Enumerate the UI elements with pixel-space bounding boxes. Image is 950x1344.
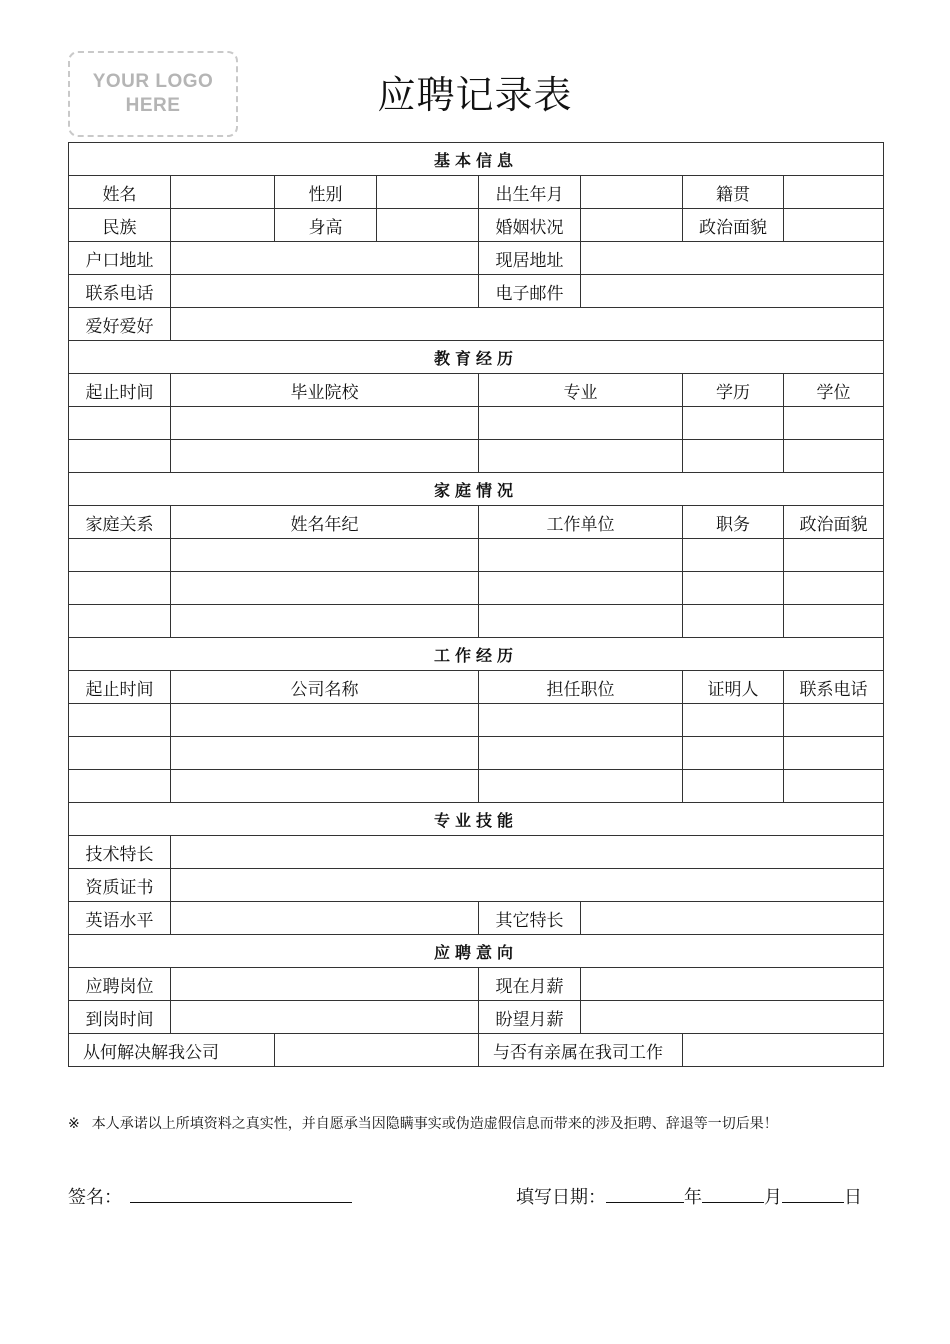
signature-area (68, 1182, 352, 1211)
date-label: 填写日期： (516, 1187, 606, 1208)
family-cell[interactable] (69, 605, 171, 638)
label-origin: 籍贯 (683, 176, 784, 209)
family-cell[interactable] (171, 539, 479, 572)
family-cell[interactable] (479, 539, 683, 572)
field-political[interactable] (784, 209, 884, 242)
label-height: 身高 (275, 209, 377, 242)
field-gender[interactable] (377, 176, 479, 209)
logo-text-line1: YOUR LOGO (92, 71, 214, 92)
label-current-salary: 现在月薪 (479, 968, 581, 1001)
label-source: 从何解决解我公司 (69, 1034, 275, 1067)
family-cell[interactable] (171, 605, 479, 638)
section-intent: 应聘意向 (69, 935, 884, 968)
month-line[interactable] (702, 1182, 764, 1203)
family-row (69, 605, 884, 638)
work-header-phone: 联系电话 (784, 671, 884, 704)
work-cell[interactable] (171, 704, 479, 737)
field-other-skills[interactable] (581, 902, 884, 935)
work-header-position: 担任职位 (479, 671, 683, 704)
work-cell[interactable] (479, 704, 683, 737)
family-cell[interactable] (683, 572, 784, 605)
work-cell[interactable] (683, 770, 784, 803)
signature-label: 签名： (68, 1187, 122, 1208)
page-title: 应聘记录表 (377, 73, 573, 117)
field-marital[interactable] (581, 209, 683, 242)
work-cell[interactable] (69, 737, 171, 770)
section-skills: 专业技能 (69, 803, 884, 836)
edu-header-major: 专业 (479, 374, 683, 407)
year-line[interactable] (606, 1182, 684, 1203)
label-relatives: 与否有亲属在我司工作 (479, 1034, 683, 1067)
label-gender: 性别 (275, 176, 377, 209)
edu-cell[interactable] (69, 407, 171, 440)
family-header-relation: 家庭关系 (69, 506, 171, 539)
field-certificates[interactable] (171, 869, 884, 902)
work-row (69, 704, 884, 737)
note-mark: ※ (68, 1116, 80, 1132)
family-cell[interactable] (171, 572, 479, 605)
declaration-note (68, 1113, 778, 1135)
family-cell[interactable] (69, 572, 171, 605)
field-email[interactable] (581, 275, 884, 308)
field-residence[interactable] (581, 242, 884, 275)
field-phone[interactable] (171, 275, 479, 308)
field-origin[interactable] (784, 176, 884, 209)
label-certificates: 资质证书 (69, 869, 171, 902)
label-other-skills: 其它特长 (479, 902, 581, 935)
field-birth[interactable] (581, 176, 683, 209)
family-header-political: 政治面貌 (784, 506, 884, 539)
label-birth: 出生年月 (479, 176, 581, 209)
edu-cell[interactable] (479, 407, 683, 440)
label-arrival-time: 到岗时间 (69, 1001, 171, 1034)
field-hukou[interactable] (171, 242, 479, 275)
section-work: 工作经历 (69, 638, 884, 671)
application-form-table (68, 142, 884, 1067)
work-header-reference: 证明人 (683, 671, 784, 704)
edu-header-degree: 学位 (784, 374, 884, 407)
label-marital: 婚姻状况 (479, 209, 581, 242)
edu-header-school: 毕业院校 (171, 374, 479, 407)
family-cell[interactable] (784, 539, 884, 572)
label-email: 电子邮件 (479, 275, 581, 308)
work-cell[interactable] (784, 770, 884, 803)
work-cell[interactable] (683, 704, 784, 737)
field-ethnicity[interactable] (171, 209, 275, 242)
edu-cell[interactable] (479, 440, 683, 473)
field-position[interactable] (171, 968, 479, 1001)
work-cell[interactable] (479, 737, 683, 770)
date-area (516, 1182, 862, 1211)
field-current-salary[interactable] (581, 968, 884, 1001)
family-row (69, 572, 884, 605)
work-cell[interactable] (479, 770, 683, 803)
label-hukou: 户口地址 (69, 242, 171, 275)
label-residence: 现居地址 (479, 242, 581, 275)
label-expected-salary: 盼望月薪 (479, 1001, 581, 1034)
section-basic-info: 基本信息 (69, 143, 884, 176)
work-cell[interactable] (171, 737, 479, 770)
work-header-company: 公司名称 (171, 671, 479, 704)
work-cell[interactable] (69, 704, 171, 737)
signature-line[interactable] (130, 1182, 352, 1203)
field-relatives[interactable] (683, 1034, 884, 1067)
label-hobby: 爱好爱好 (69, 308, 171, 341)
family-cell[interactable] (784, 572, 884, 605)
label-position: 应聘岗位 (69, 968, 171, 1001)
year-label: 年 (684, 1187, 702, 1208)
field-tech-skills[interactable] (171, 836, 884, 869)
family-cell[interactable] (69, 539, 171, 572)
edu-row (69, 407, 884, 440)
edu-cell[interactable] (683, 440, 784, 473)
day-line[interactable] (782, 1182, 844, 1203)
day-label: 日 (844, 1187, 862, 1208)
label-tech-skills: 技术特长 (69, 836, 171, 869)
family-cell[interactable] (479, 572, 683, 605)
label-name: 姓名 (69, 176, 171, 209)
edu-cell[interactable] (171, 440, 479, 473)
field-english-level[interactable] (171, 902, 479, 935)
edu-cell[interactable] (784, 440, 884, 473)
edu-cell[interactable] (171, 407, 479, 440)
edu-row (69, 440, 884, 473)
field-hobby[interactable] (171, 308, 884, 341)
section-education: 教育经历 (69, 341, 884, 374)
work-cell[interactable] (683, 737, 784, 770)
edu-cell[interactable] (683, 407, 784, 440)
field-expected-salary[interactable] (581, 1001, 884, 1034)
label-ethnicity: 民族 (69, 209, 171, 242)
month-label: 月 (764, 1187, 782, 1208)
work-row (69, 770, 884, 803)
family-header-name-age: 姓名年纪 (171, 506, 479, 539)
work-cell[interactable] (69, 770, 171, 803)
section-family: 家庭情况 (69, 473, 884, 506)
edu-cell[interactable] (784, 407, 884, 440)
logo-text-line2: HERE (125, 95, 181, 116)
work-cell[interactable] (784, 737, 884, 770)
field-name[interactable] (171, 176, 275, 209)
work-cell[interactable] (171, 770, 479, 803)
label-political: 政治面貌 (683, 209, 784, 242)
note-text: 本人承诺以上所填资料之真实性，并自愿承当因隐瞒事实或伪造虚假信息而带来的涉及拒聘、辞退等一切后果！ (91, 1116, 778, 1132)
family-cell[interactable] (784, 605, 884, 638)
family-cell[interactable] (479, 605, 683, 638)
family-row (69, 539, 884, 572)
work-cell[interactable] (784, 704, 884, 737)
edu-header-degree-level: 学历 (683, 374, 784, 407)
field-height[interactable] (377, 209, 479, 242)
family-cell[interactable] (683, 605, 784, 638)
work-header-period: 起止时间 (69, 671, 171, 704)
family-cell[interactable] (683, 539, 784, 572)
label-phone: 联系电话 (69, 275, 171, 308)
family-header-title: 职务 (683, 506, 784, 539)
label-english-level: 英语水平 (69, 902, 171, 935)
work-row (69, 737, 884, 770)
edu-header-period: 起止时间 (69, 374, 171, 407)
edu-cell[interactable] (69, 440, 171, 473)
field-source[interactable] (275, 1034, 479, 1067)
family-header-employer: 工作单位 (479, 506, 683, 539)
field-arrival-time[interactable] (171, 1001, 479, 1034)
